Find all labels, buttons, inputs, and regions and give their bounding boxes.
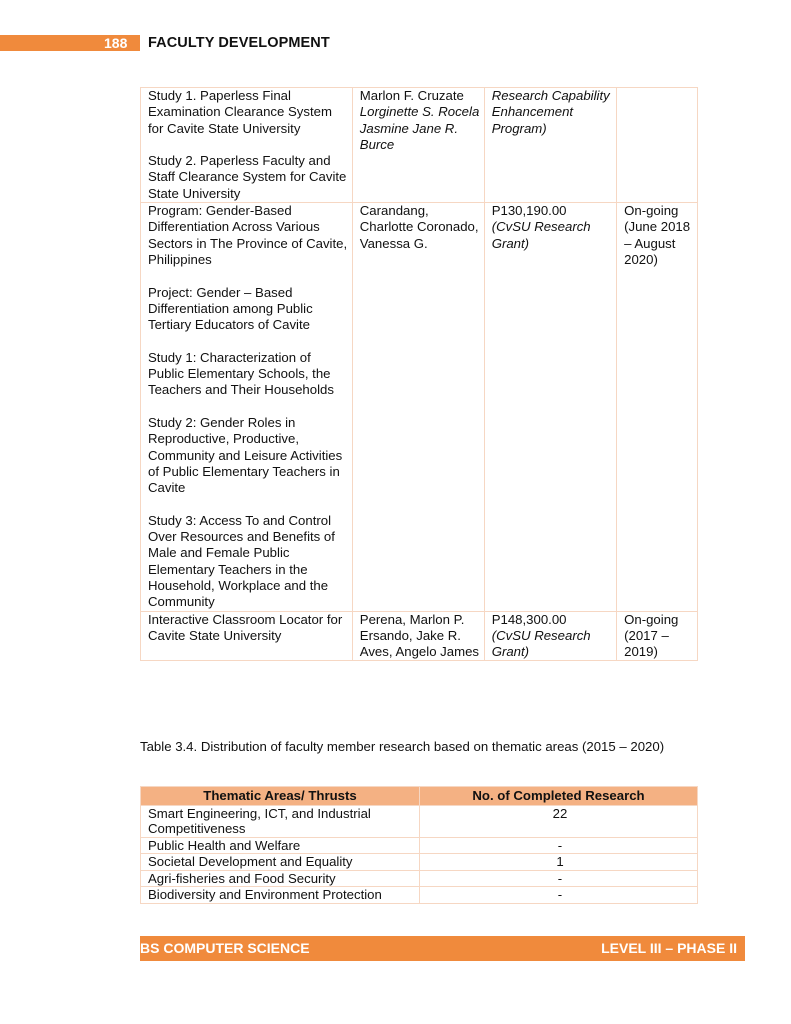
table-header-row <box>141 787 698 806</box>
table-row <box>141 854 698 871</box>
funding-cell <box>484 88 616 203</box>
researcher-name: Marlon F. Cruzate <box>359 88 464 103</box>
funding-cell <box>484 611 616 661</box>
researchers-cell <box>352 88 484 203</box>
research-title-cell <box>141 88 353 203</box>
completed-count: - <box>420 870 698 887</box>
research-title-line: Study 2: Gender Roles in Reproductive, Productive, Community and Leisure Activities of Public Elementary Teachers in Cavite <box>148 414 343 496</box>
footer-level: LEVEL III – PHASE II <box>601 940 737 956</box>
completed-count: 22 <box>420 805 698 837</box>
funding-amount: P130,190.00 <box>491 203 567 219</box>
research-title-cell <box>141 611 353 661</box>
researcher-name: Perena, Marlon P. Ersando, Jake R. Aves, Angelo James <box>359 611 480 660</box>
research-title-line: Study 1: Characterization of Public Elementary Schools, the Teachers and Their Households <box>148 349 334 398</box>
researchers-cell <box>352 203 484 611</box>
researchers-cell <box>352 611 484 661</box>
table-row <box>141 88 698 203</box>
research-title-line: Study 2. Paperless Faculty and Staff Clearance System for Cavite State University <box>148 153 347 201</box>
funding-source: (CvSU Research Grant) <box>491 219 591 251</box>
completed-count: - <box>420 837 698 854</box>
table-row <box>141 887 698 904</box>
research-title-line: Project: Gender – Based Differentiation among Public Tertiary Educators of Cavite <box>148 284 313 333</box>
table-row <box>141 805 698 837</box>
status-cell <box>617 611 698 661</box>
researcher-name: Lorginette S. Rocela <box>359 104 480 120</box>
completed-count: 1 <box>420 854 698 871</box>
funding-cell <box>484 203 616 611</box>
status-cell <box>617 88 698 203</box>
thematic-area: Societal Development and Equality <box>141 854 420 871</box>
funding-source: (CvSU Research Grant) <box>491 627 591 660</box>
researcher-name: Carandang, Charlotte Coronado, Vanessa G. <box>359 203 479 251</box>
research-status: On-going (2017 – 2019) <box>624 611 679 660</box>
column-header-thematic-area: Thematic Areas/ Thrusts <box>141 787 420 806</box>
table-caption: Table 3.4. Distribution of faculty member research based on thematic areas (2015 – 2020) <box>140 739 665 754</box>
funding-amount: P148,300.00 <box>491 611 567 627</box>
funding-source: Research Capability Enhancement Program) <box>491 88 610 136</box>
research-title-cell <box>141 203 353 611</box>
research-status: On-going (June 2018 – August 2020) <box>624 203 691 267</box>
thematic-area: Public Health and Welfare <box>141 837 420 854</box>
table-row <box>141 870 698 887</box>
page-number: 188 <box>104 35 128 51</box>
table-row <box>141 837 698 854</box>
status-cell <box>617 203 698 611</box>
research-table <box>140 87 698 661</box>
thematic-areas-table <box>140 786 698 904</box>
thematic-area: Agri-fisheries and Food Security <box>141 870 420 887</box>
section-title: FACULTY DEVELOPMENT <box>148 35 330 51</box>
table-row <box>141 611 698 661</box>
completed-count: - <box>420 887 698 904</box>
thematic-area: Smart Engineering, ICT, and Industrial Competitiveness <box>141 805 420 837</box>
researcher-name: Jasmine Jane R. Burce <box>359 120 458 152</box>
research-title-line: Program: Gender-Based Differentiation Across Various Sectors in The Province of Cavite, Philippines <box>148 203 348 267</box>
table-row <box>141 203 698 611</box>
research-title-line: Interactive Classroom Locator for Cavite State University <box>148 611 343 643</box>
thematic-area: Biodiversity and Environment Protection <box>141 887 420 904</box>
column-header-completed-count: No. of Completed Research <box>420 787 698 806</box>
footer-program: BS COMPUTER SCIENCE <box>140 940 310 956</box>
research-title-line: Study 3: Access To and Control Over Resources and Benefits of Male and Female Public Elementary Teachers in the Household, Workplace and the Community <box>148 512 335 610</box>
research-title-line: Study 1. Paperless Final Examination Clearance System for Cavite State University <box>148 88 332 136</box>
footer-bar <box>140 936 745 961</box>
